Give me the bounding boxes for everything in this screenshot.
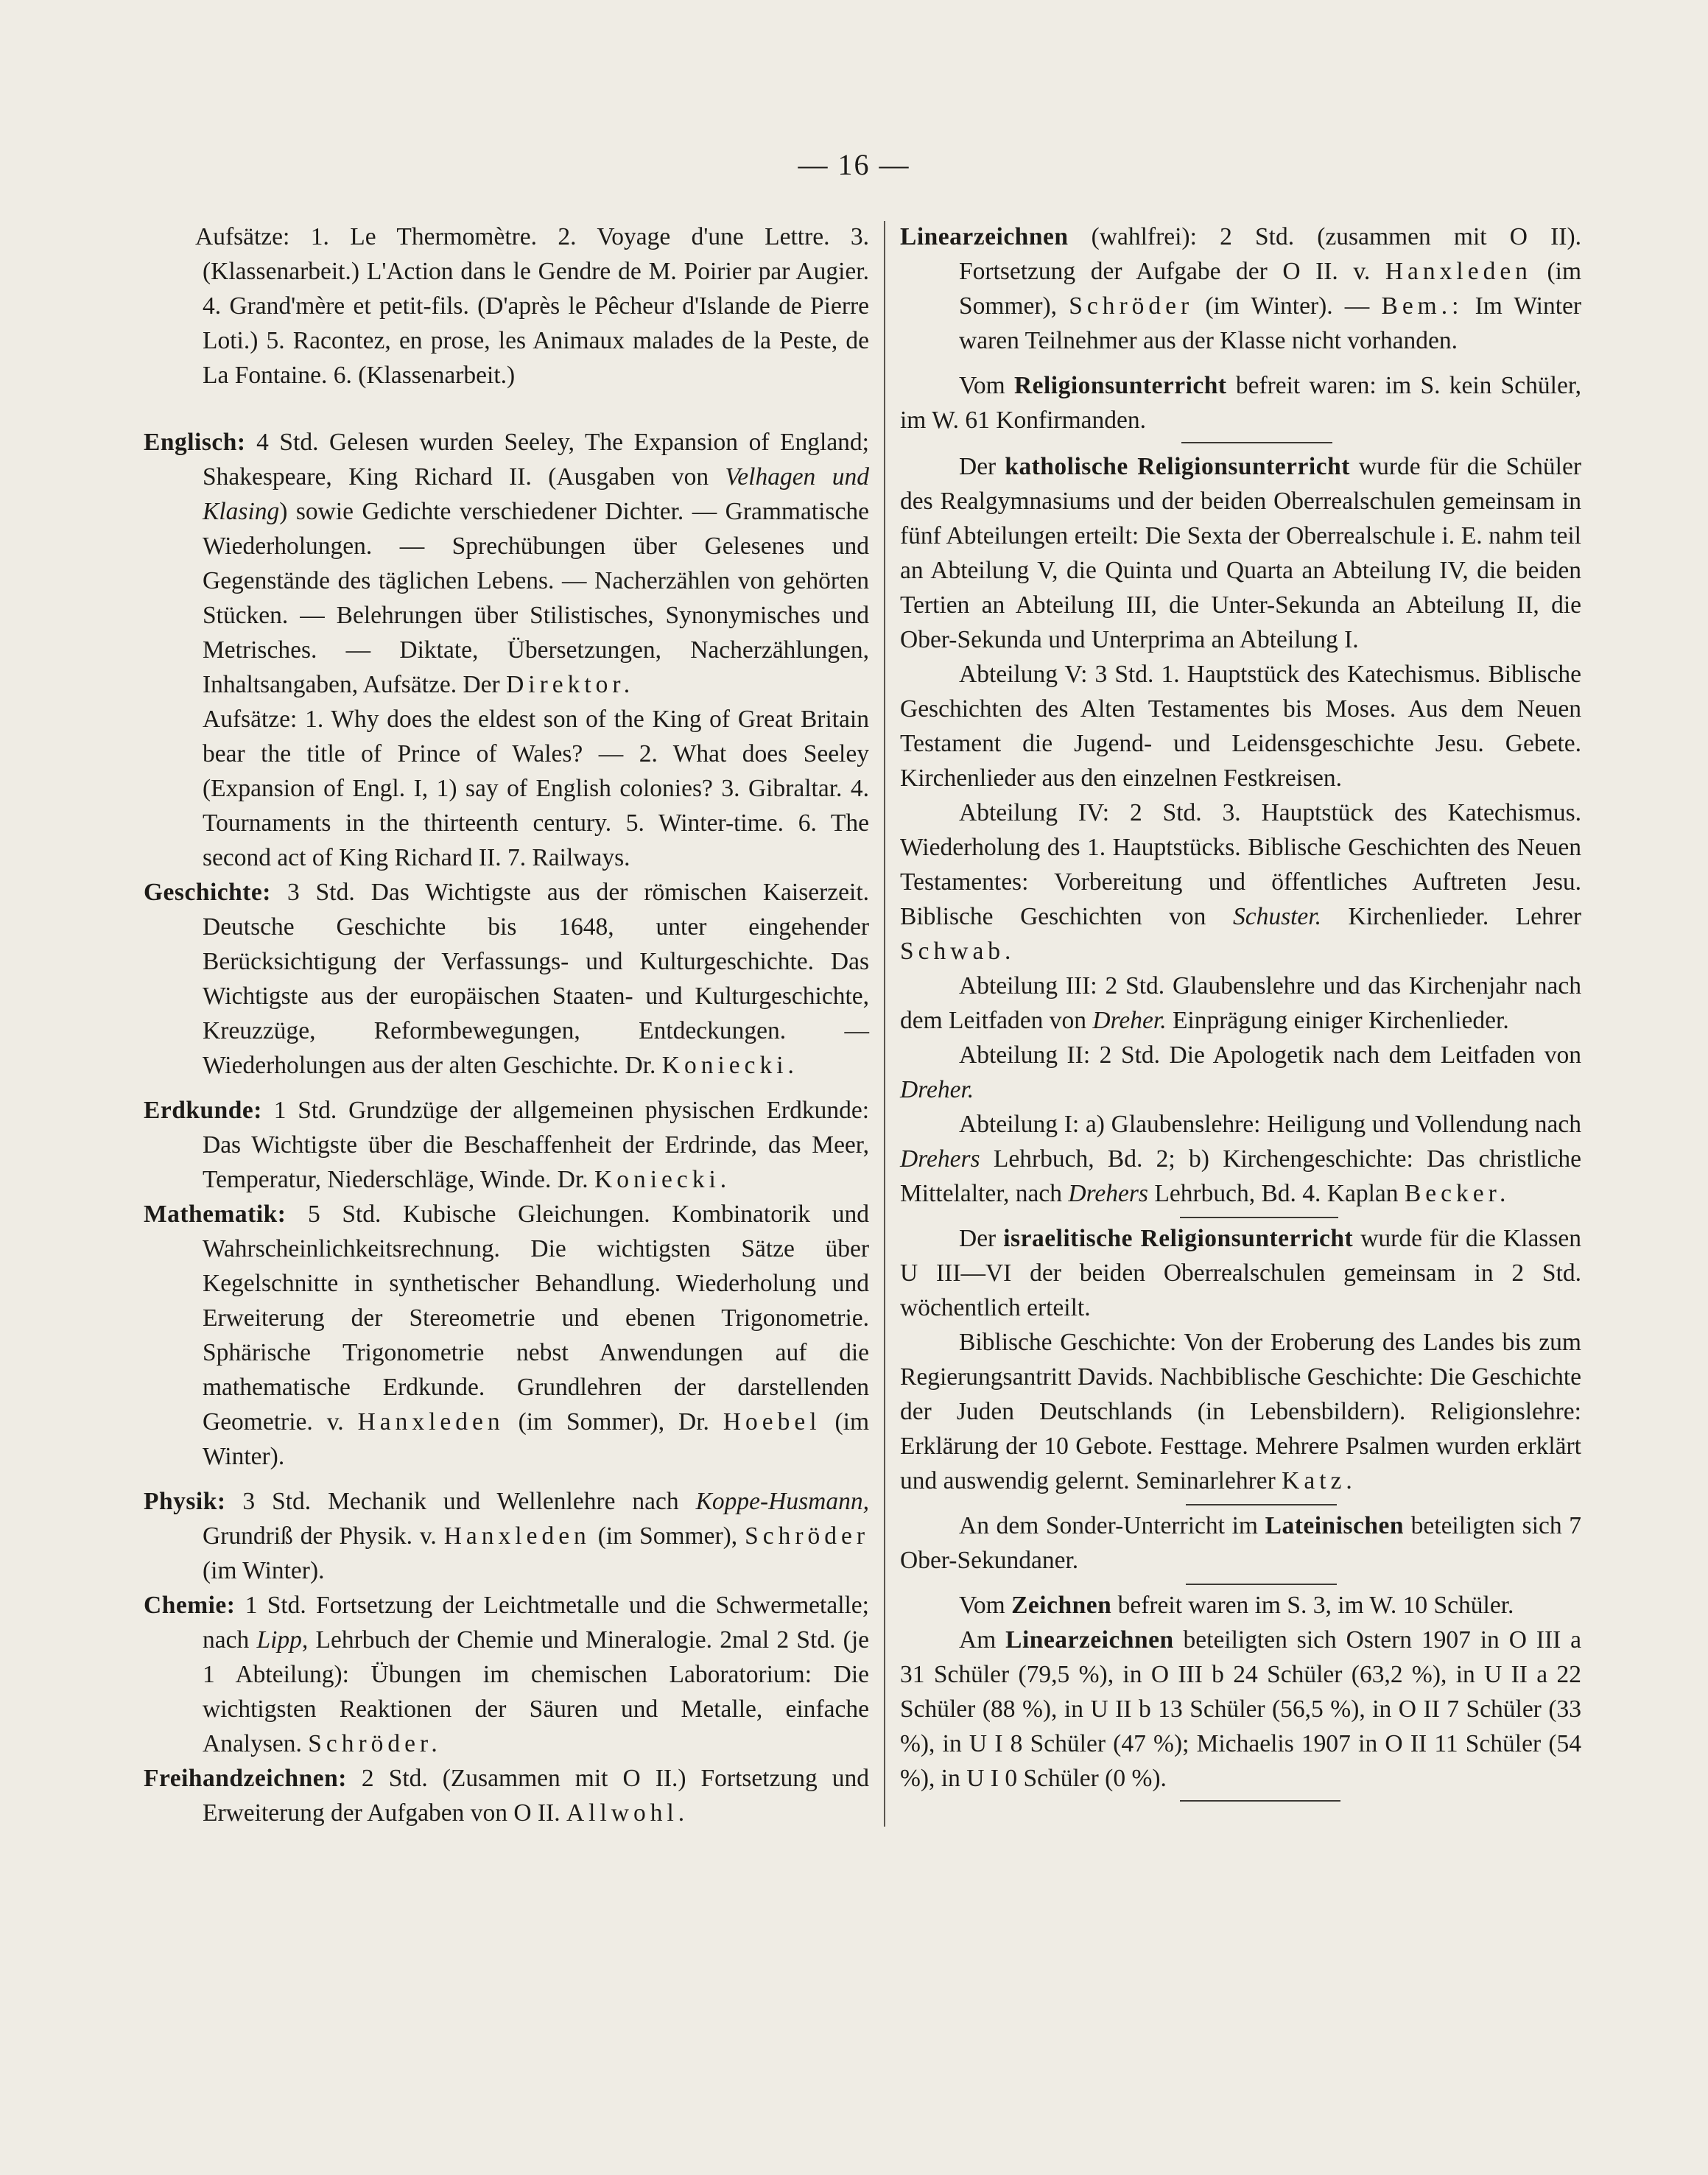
section-rule: [1180, 1800, 1340, 1802]
left-column: [144, 219, 869, 1830]
section-heading: Geschichte:: [144, 879, 271, 906]
section-heading: Lateinischen: [1265, 1512, 1404, 1539]
section-rule: [1181, 442, 1332, 443]
section-jewish-religion: Der israelitische Religionsunterricht wurde für die Klassen U III—VI der beiden Oberrealschulen gemeinsam in 2 Std. wöchentlich erteilt.: [900, 1225, 1582, 1321]
catholic-level-5: Abteilung V: 3 Std. 1. Hauptstück des Katechismus. Biblische Geschichten des Alten Testamentes bis Moses. Aus dem Neuen Testament die Jugend- und Leidensgeschichte Jesu. Gebete. Kirchenlieder aus den einzelnen Festkreisen.: [900, 661, 1581, 792]
section-heading: Mathematik:: [144, 1201, 287, 1228]
teacher-name: Direktor.: [506, 671, 635, 698]
book-title: Koppe-Husmann,: [695, 1488, 869, 1515]
teacher-name: Hanxleden: [1385, 258, 1532, 285]
section-linearzeichnen: Linearzeichnen (wahlfrei): 2 Std. (zusammen mit O II). Fortsetzung der Aufgabe der O II. v. Hanxleden (im Sommer), Schröder (im Winter). — Bem.: Im Winter waren Teilnehmer aus der Klasse nicht vorhanden.: [900, 223, 1582, 354]
section-heading: Linearzeichnen: [900, 223, 1069, 250]
right-column: [900, 219, 1581, 1802]
book-title: Drehers: [1068, 1180, 1148, 1207]
section-heading: Linearzeichnen: [1005, 1626, 1174, 1654]
book-title: Lipp,: [256, 1626, 309, 1654]
english-essays: Aufsätze: 1. Why does the eldest son of the King of Great Britain bear the title of Prince of Wales? — 2. What does Seeley (Expansion of Engl. I, 1) say of English colonies? 3. Gibraltar. 4. Tournaments in the thirteenth century. 5. Winter-time. 6. The second act of King Richard II. 7. Railways.: [203, 706, 869, 871]
teacher-name: Schwab.: [900, 938, 1016, 965]
section-catholic-religion: Der katholische Religionsunterricht wurde für die Schüler des Realgymnasiums und der beiden Oberrealschulen gemeinsam in fünf Abteilungen erteilt: Die Sexta der Oberrealschule i. E. nahm teil an Abteilung V, die Quinta und Quarta an Abteilung IV, die beiden Tertien an Abteilung III, die Unter-Sekunda an Abteilung II, die Ober-Sekunda und Unterprima an Abteilung I.: [900, 453, 1582, 653]
book-title: Dreher.: [900, 1076, 974, 1103]
religion-exemption: Vom Religionsunterricht befreit waren: im S. kein Schüler, im W. 61 Konfirmanden.: [900, 372, 1582, 434]
book-title: Velhagen und Klasing: [203, 463, 869, 525]
teacher-name: Allwohl.: [566, 1799, 689, 1827]
section-heading: Englisch:: [144, 429, 246, 456]
section-heading: Freihandzeichnen:: [144, 1765, 347, 1792]
teacher-name: Schröder: [1069, 292, 1194, 320]
catholic-level-1: Abteilung I: a) Glaubenslehre: Heiligung und Vollendung nach Drehers Lehrbuch, Bd. 2; b) Kirchengeschichte: Das christliche Mittelalter, nach Drehers Lehrbuch, Bd. 4. Kaplan Becker.: [900, 1111, 1581, 1207]
section-heading: Zeichnen: [1011, 1592, 1112, 1619]
section-heading: Chemie:: [144, 1592, 236, 1619]
section-geschichte: Geschichte: 3 Std. Das Wichtigste aus der römischen Kaiserzeit. Deutsche Geschichte bis 1648, unter eingehender Berücksichtigung der Verfassungs- und Kulturgeschichte. Das Wichtigste aus der europäischen Staaten- und Kulturgeschichte, Kreuzzüge, Reformbewegungen, Entdeckungen. — Wiederholungen aus der alten Geschichte. Dr. Koniecki.: [144, 879, 869, 1079]
linear-drawing-participation: Am Linearzeichnen beteiligten sich Ostern 1907 in O III a 31 Schüler (79,5 %), in O III b 24 Schüler (63,2 %), in U II a 22 Schüler (88 %), in U II b 13 Schüler (56,5 %), in O II 7 Schüler (33 %), in U I 8 Schüler (47 %); Michaelis 1907 in O II 11 Schüler (54 %), in U I 0 Schüler (0 %).: [900, 1626, 1582, 1792]
french-essays: Aufsätze: 1. Le Thermomètre. 2. Voyage d'une Lettre. 3. (Klassenarbeit.) L'Action dans le Gendre de M. Poirier par Augier. 4. Grand'mère et petit-fils. (D'après le Pêcheur d'Islande de Pierre Loti.) 5. Racontez, en prose, les Animaux malades de la Peste, de La Fontaine. 6. (Klassenarbeit.): [195, 223, 869, 389]
section-englisch: Englisch: 4 Std. Gelesen wurden Seeley, The Expansion of England; Shakespeare, King Richard II. (Ausgaben von Velhagen und Klasing) sowie Gedichte verschiedener Dichter. — Grammatische Wiederholungen. — Sprechübungen über Gelesenes und Gegenstände des täglichen Lebens. — Nacherzählen von gehörten Stücken. — Belehrungen über Stilistisches, Synonymisches und Metrisches. — Diktate, Übersetzungen, Nacherzählungen, Inhaltsangaben, Aufsätze. Der Direktor.: [144, 429, 869, 698]
section-heading: katholische Religionsunterricht: [1005, 453, 1350, 480]
teacher-name: Hanxleden: [357, 1408, 505, 1436]
section-physik: Physik: 3 Std. Mechanik und Wellenlehre nach Koppe-Husmann, Grundriß der Physik. v. Hanxleden (im Sommer), Schröder (im Winter).: [144, 1488, 869, 1584]
catholic-level-4: Abteilung IV: 2 Std. 3. Hauptstück des Katechismus. Wiederholung des 1. Hauptstücks. Biblische Geschichten des Neuen Testamentes: Vorbereitung und öffentliches Auftreten Jesu. Biblische Geschichten von Schuster. Kirchenlieder. Lehrer Schwab.: [900, 799, 1581, 965]
section-heading: Erdkunde:: [144, 1097, 262, 1124]
teacher-name: Katz.: [1282, 1467, 1357, 1494]
section-rule: [1180, 1217, 1338, 1218]
teacher-name: Schröder.: [308, 1730, 442, 1757]
book-title: Dreher.: [1092, 1007, 1167, 1034]
section-mathematik: Mathematik: 5 Std. Kubische Gleichungen. Kombinatorik und Wahrscheinlichkeitsrechnung. Die wichtigsten Sätze über Kegelschnitte in synthetischer Behandlung. Wiederholung und Erweiterung der Stereometrie und ebenen Trigonometrie. Sphärische Trigonometrie nebst Anwendungen auf die mathematische Erdkunde. Grundlehren der darstellenden Geometrie. v. Hanxleden (im Sommer), Dr. Hoebel (im Winter).: [144, 1201, 870, 1470]
catholic-level-2: Abteilung II: 2 Std. Die Apologetik nach dem Leitfaden von Dreher.: [900, 1041, 1581, 1103]
section-chemie: Chemie: 1 Std. Fortsetzung der Leichtmetalle und die Schwermetalle; nach Lipp, Lehrbuch der Chemie und Mineralogie. 2mal 2 Std. (je 1 Abteilung): Übungen im chemischen Laboratorium: Die wichtigsten Reaktionen der Säuren und Metalle, einfache Analysen. Schröder.: [144, 1592, 870, 1757]
column-divider: [884, 221, 885, 1827]
section-heading: Religionsunterricht: [1013, 372, 1227, 399]
section-erdkunde: Erdkunde: 1 Std. Grundzüge der allgemeinen physischen Erdkunde: Das Wichtigste über die Beschaffenheit der Erdrinde, das Meer, Temperatur, Niederschläge, Winde. Dr. Koniecki.: [144, 1097, 870, 1193]
teacher-name: Koniecki.: [594, 1166, 731, 1193]
section-heading: Physik:: [144, 1488, 226, 1515]
teacher-name: Koniecki.: [661, 1052, 798, 1079]
section-latin: An dem Sonder-Unterricht im Lateinischen beteiligten sich 7 Ober-Sekundaner.: [900, 1512, 1582, 1574]
page-number: — 16 —: [798, 148, 910, 181]
teacher-name: Schröder: [745, 1522, 869, 1550]
book-title: Drehers: [900, 1145, 980, 1173]
section-rule: [1186, 1504, 1337, 1505]
section-rule: [1186, 1584, 1337, 1585]
section-heading: israelitische Religionsunterricht: [1003, 1225, 1354, 1252]
drawing-exemption: Vom Zeichnen befreit waren im S. 3, im W. 10 Schüler.: [959, 1592, 1514, 1619]
section-freihandzeichnen: Freihandzeichnen: 2 Std. (Zusammen mit O II.) Fortsetzung und Erweiterung der Aufgaben von O II. Allwohl.: [144, 1765, 869, 1827]
teacher-name: Becker.: [1404, 1180, 1511, 1207]
jewish-religion-content: Biblische Geschichte: Von der Eroberung des Landes bis zum Regierungsantritt Davids. Nachbiblische Geschichte: Die Geschichte der Juden Deutschlands (in Lebensbildern). Religionslehre: Erklärung der 10 Gebote. Festtage. Mehrere Psalmen wurden erklärt und auswendig gelernt. Seminarlehrer Katz.: [900, 1329, 1581, 1494]
teacher-name: Hoebel: [723, 1408, 821, 1436]
book-title: Schuster.: [1232, 903, 1321, 930]
teacher-name: Hanxleden: [443, 1522, 591, 1550]
catholic-level-3: Abteilung III: 2 Std. Glaubenslehre und das Kirchenjahr nach dem Leitfaden von Dreher. Einprägung einiger Kirchenlieder.: [900, 972, 1581, 1034]
